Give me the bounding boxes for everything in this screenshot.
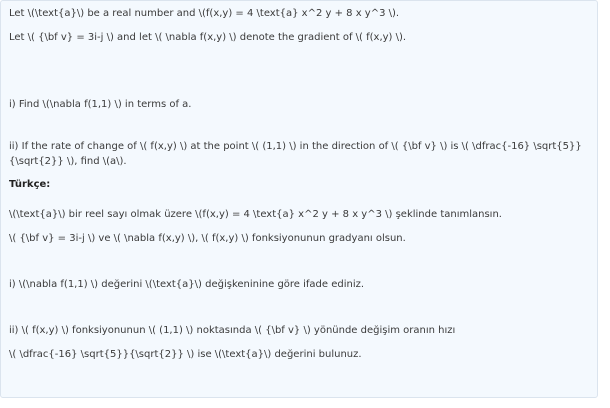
- english-part-ii-line-1: ii) If the rate of change of \( f(x,y) \) at the point \( (1,1) \) in the direction of \( {\bf v} \) is \( \dfrac{-16} \sqrt{5}}: [9, 141, 582, 152]
- turkish-part-ii-line-2: \( \dfrac{-16} \sqrt{5}}{\sqrt{2}} \) ise \(\text{a}\) değerini bulunuz.: [9, 349, 362, 360]
- english-intro-line-1: Let \(\text{a}\) be a real number and \(f(x,y) = 4 \text{a} x^2 y + 8 x y^3 \).: [9, 8, 400, 19]
- english-part-ii-line-2: {\sqrt{2}} \), find \(a\).: [9, 156, 127, 167]
- turkish-part-ii-line-1: ii) \( f(x,y) \) fonksiyonunun \( (1,1) \) noktasında \( {\bf v} \) yönünde değişim oranın hızı: [9, 325, 456, 336]
- turkish-heading: Türkçe:: [9, 179, 51, 190]
- turkish-intro-line-2: \( {\bf v} = 3i-j \) ve \( \nabla f(x,y) \), \( f(x,y) \) fonksiyonunun gradyanı olsun.: [9, 233, 406, 244]
- english-part-i: i) Find \(\nabla f(1,1) \) in terms of a.: [9, 99, 192, 110]
- turkish-intro-line-1: \(\text{a}\) bir reel sayı olmak üzere \(f(x,y) = 4 \text{a} x^2 y + 8 x y^3 \) şeklinde tanımlansın.: [9, 209, 502, 220]
- turkish-part-i: i) \(\nabla f(1,1) \) değerini \(\text{a}\) değişkeninine göre ifade ediniz.: [9, 279, 365, 290]
- english-intro-line-2: Let \( {\bf v} = 3i-j \) and let \( \nabla f(x,y) \) denote the gradient of \( f(x,y) \).: [9, 32, 407, 43]
